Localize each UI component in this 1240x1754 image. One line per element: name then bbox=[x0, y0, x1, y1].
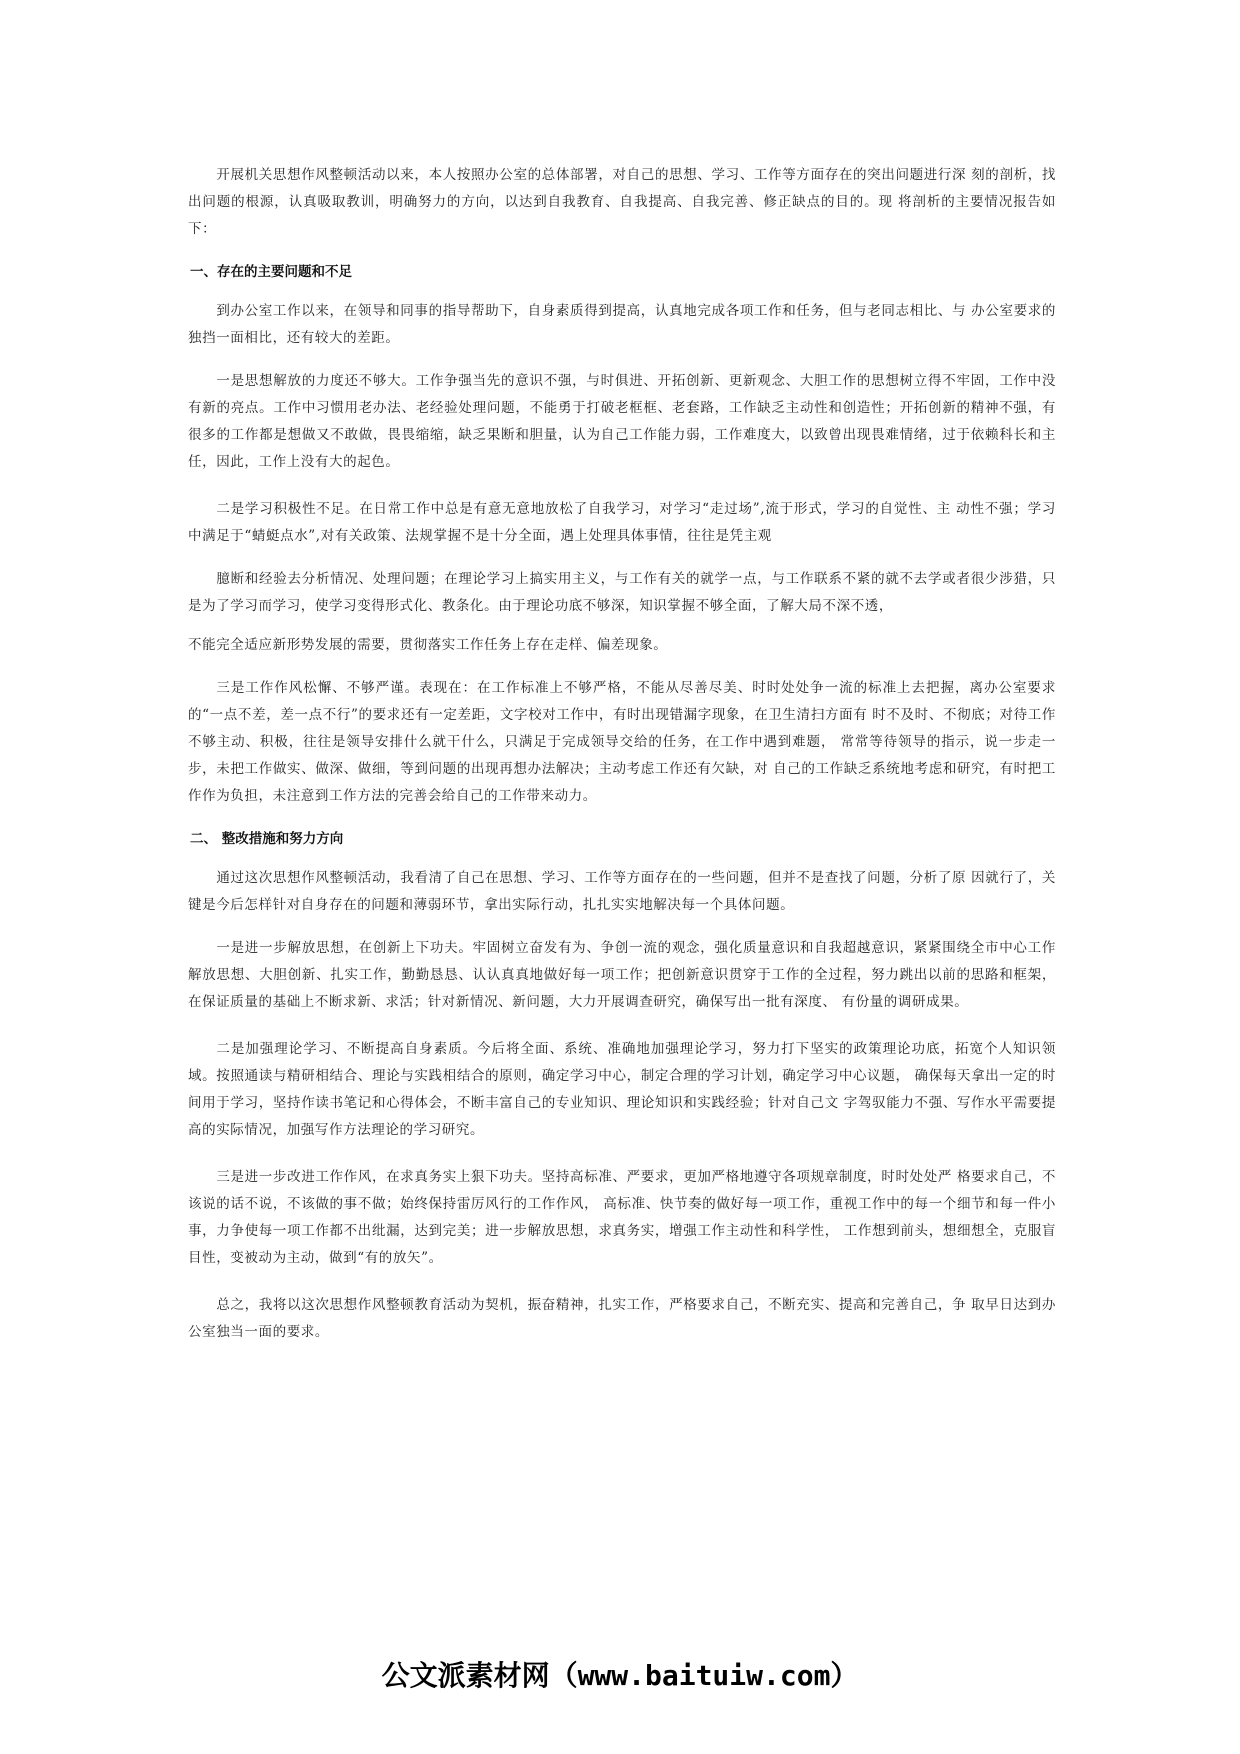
section-2-paragraph-5: 总之，我将以这次思想作风整顿教育活动为契机，振奋精神，扎实工作，严格要求自己，不断充实、提高和完善自己，争 取早日达到办公室独当一面的要求。 bbox=[188, 1297, 1056, 1340]
section-2-heading: 二、 整改措施和努力方向 bbox=[190, 831, 344, 847]
section-1-paragraph-5: 不能完全适应新形势发展的需要，贯彻落实工作任务上存在走样、偏差现象。 bbox=[188, 637, 668, 653]
document-body bbox=[188, 162, 1056, 1346]
section-1-paragraph-2: 一是思想解放的力度还不够大。工作争强当先的意识不强，与时俱进、开拓创新、更新观念、大胆工作的思想树立得不牢固，工作中没有新的亮点。工作中习惯用老办法、老经验处理问题，不能勇于打破老框框、老套路，工作缺乏主动性和创造性；开拓创新的精神不强，有很多的工作都是想做又不敢做，畏畏缩缩，缺乏果断和胆量，认为自己工作能力弱，工作难度大，以致曾出现畏难情绪，过于依赖科长和主任，因此，工作上没有大的起色。 bbox=[188, 373, 1056, 470]
section-1-heading: 一、存在的主要问题和不足 bbox=[190, 264, 352, 280]
section-2-paragraph-4: 三是进一步改进工作作风，在求真务实上狠下功夫。坚持高标准、严要求，更加严格地遵守各项规章制度，时时处处严 格要求自己，不该说的话不说，不该做的事不做；始终保持雷厉风行的工作作风， 高标准、快节奏的做好每一项工作，重视工作中的每一个细节和每一件小事，力争使每一项工作都不出纰漏，达到完美；进一步解放思想，求真务实，增强工作主动性和科学性， 工作想到前头，想细想全，克服盲目性，变被动为主动，做到“有的放矢”。 bbox=[188, 1169, 1056, 1266]
intro-paragraph: 开展机关思想作风整顿活动以来，本人按照办公室的总体部署，对自己的思想、学习、工作等方面存在的突出问题进行深 刻的剖析，找出问题的根源，认真吸取教训，明确努力的方向，以达到自我教育、自我提高、自我完善、修正缺点的目的。现 将剖析的主要情况报告如下： bbox=[188, 167, 1056, 237]
site-watermark: 公文派素材网（www.baituiw.com） bbox=[381, 1659, 859, 1692]
section-2-paragraph-3: 二是加强理论学习、不断提高自身素质。今后将全面、系统、准确地加强理论学习，努力打下坚实的政策理论功底，拓宽个人知识领域。按照通读与精研相结合、理论与实践相结合的原则，确定学习中心，制定合理的学习计划，确定学习中心议题， 确保每天拿出一定的时间用于学习，坚持作读书笔记和心得体会，不断丰富自己的专业知识、理论知识和实践经验；针对自己文 字驾驭能力不强、写作水平需要提高的实际情况，加强写作方法理论的学习研究。 bbox=[188, 1041, 1056, 1138]
section-1-paragraph-6: 三是工作作风松懈、不够严谨。表现在：在工作标准上不够严格，不能从尽善尽美、时时处处争一流的标准上去把握，离办公室要求的“一点不差，差一点不行”的要求还有一定差距，文字校对工作中，有时出现错漏字现象，在卫生清扫方面有 时不及时、不彻底；对待工作不够主动、积极，往往是领导安排什么就干什么，只满足于完成领导交给的任务，在工作中遇到难题， 常常等待领导的指示，说一步走一步，未把工作做实、做深、做细，等到问题的出现再想办法解决；主动考虑工作还有欠缺，对 自己的工作缺乏系统地考虑和研究，有时把工作作为负担，未注意到工作方法的完善会给自己的工作带来动力。 bbox=[188, 680, 1056, 804]
section-1-paragraph-3: 二是学习积极性不足。在日常工作中总是有意无意地放松了自我学习，对学习“走过场”,流于形式，学习的自觉性、主 动性不强；学习中满足于“蜻蜓点水”,对有关政策、法规掌握不是十分全面，遇上处理具体事情，往往是凭主观 bbox=[188, 501, 1056, 544]
section-2-paragraph-2: 一是进一步解放思想，在创新上下功夫。牢固树立奋发有为、争创一流的观念，强化质量意识和自我超越意识，紧紧围绕全市中心工作解放思想、大胆创新、扎实工作，勤勤恳恳、认认真真地做好每一项工作；把创新意识贯穿于工作的全过程，努力跳出以前的思路和框架，在保证质量的基础上不断求新、求活；针对新情况、新问题，大力开展调查研究，确保写出一批有深度、 有份量的调研成果。 bbox=[188, 940, 1056, 1010]
section-2-paragraph-1: 通过这次思想作风整顿活动，我看清了自己在思想、学习、工作等方面存在的一些问题，但并不是查找了问题，分析了原 因就行了，关键是今后怎样针对自身存在的问题和薄弱环节，拿出实际行动，扎扎实实地解决每一个具体问题。 bbox=[188, 870, 1056, 913]
section-1-paragraph-1: 到办公室工作以来，在领导和同事的指导帮助下，自身素质得到提高，认真地完成各项工作和任务，但与老同志相比、与 办公室要求的独挡一面相比，还有较大的差距。 bbox=[188, 303, 1056, 346]
section-1-paragraph-4: 臆断和经验去分析情况、处理问题；在理论学习上搞实用主义，与工作有关的就学一点，与工作联系不紧的就不去学或者很少涉猎，只是为了学习而学习，使学习变得形式化、教条化。由于理论功底不够深，知识掌握不够全面，了解大局不深不透， bbox=[188, 571, 1056, 614]
